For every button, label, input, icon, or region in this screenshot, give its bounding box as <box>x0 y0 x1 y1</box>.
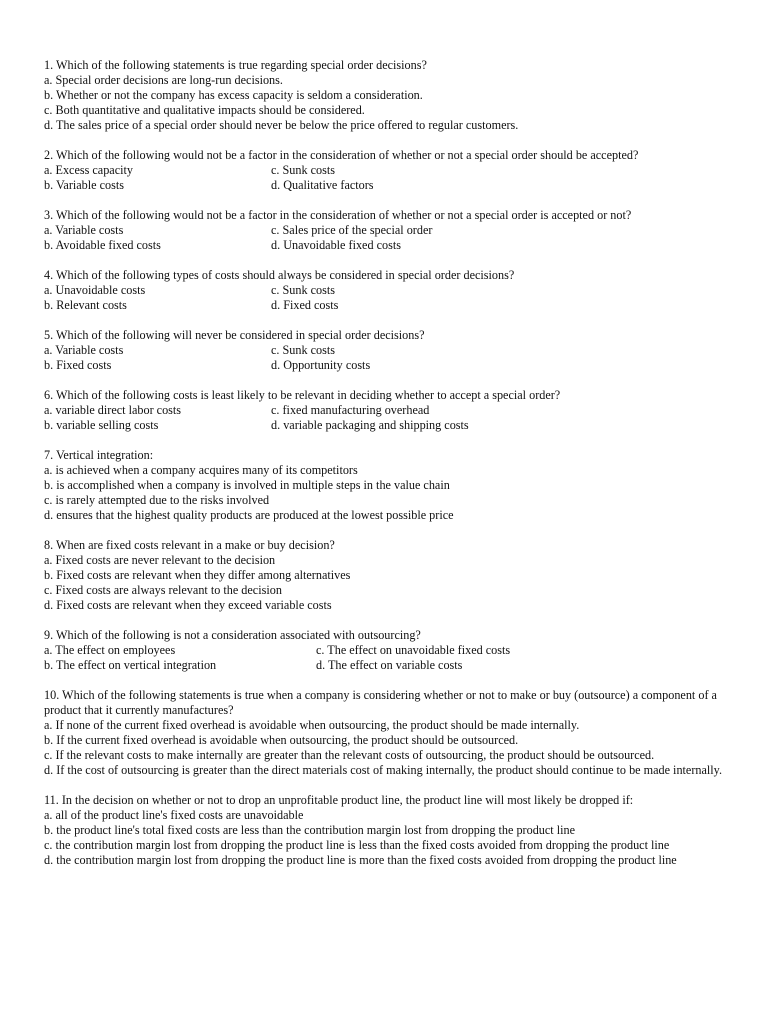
answer-option: a. Variable costs <box>44 343 124 357</box>
answer-options-grid <box>44 643 728 673</box>
answer-option: a. Special order decisions are long-run decisions. <box>44 73 283 87</box>
question-block <box>44 148 728 193</box>
answer-option: c. fixed manufacturing overhead <box>271 403 430 417</box>
question-block <box>44 208 728 253</box>
answer-option: a. all of the product line's fixed costs are unavoidable <box>44 808 304 822</box>
answer-option: b. Relevant costs <box>44 298 127 312</box>
answer-option: d. variable packaging and shipping costs <box>271 418 469 432</box>
answer-option: c. is rarely attempted due to the risks involved <box>44 493 270 507</box>
document-body <box>44 58 728 883</box>
answer-options-grid <box>44 343 728 373</box>
answer-option: d. Qualitative factors <box>271 178 374 192</box>
answer-option: d. If the cost of outsourcing is greater than the direct materials cost of making internally, the product should continue to be made internally. <box>44 763 723 777</box>
answer-option: c. the contribution margin lost from dropping the product line is less than the fixed costs avoided from dropping the product line <box>44 838 670 852</box>
answer-option: b. Avoidable fixed costs <box>44 238 161 252</box>
answer-option: d. Fixed costs <box>271 298 339 312</box>
question-block <box>44 448 728 523</box>
question-text: 1. Which of the following statements is true regarding special order decisions? <box>44 58 427 72</box>
question-block <box>44 793 728 868</box>
answer-option: c. Sunk costs <box>271 343 335 357</box>
question-block <box>44 388 728 433</box>
answer-options-grid <box>44 223 728 253</box>
answer-option: a. If none of the current fixed overhead is avoidable when outsourcing, the product should be made internally. <box>44 718 580 732</box>
answer-option: a. Excess capacity <box>44 163 133 177</box>
answer-option: d. Opportunity costs <box>271 358 371 372</box>
answer-option: b. If the current fixed overhead is avoidable when outsourcing, the product should be outsourced. <box>44 733 519 747</box>
question-text: 5. Which of the following will never be considered in special order decisions? <box>44 328 425 342</box>
question-block <box>44 688 728 778</box>
answer-option: a. The effect on employees <box>44 643 176 657</box>
answer-option: d. the contribution margin lost from dropping the product line is more than the fixed costs avoided from dropping the product line <box>44 853 677 867</box>
question-block <box>44 58 728 133</box>
question-text: 2. Which of the following would not be a factor in the consideration of whether or not a special order should be accepted? <box>44 148 639 162</box>
answer-option: b. Whether or not the company has excess capacity is seldom a consideration. <box>44 88 423 102</box>
answer-option: a. is achieved when a company acquires many of its competitors <box>44 463 358 477</box>
answer-option: c. The effect on unavoidable fixed costs <box>316 643 511 657</box>
question-block <box>44 268 728 313</box>
answer-option: d. The sales price of a special order should never be below the price offered to regular customers. <box>44 118 519 132</box>
answer-option: c. Sunk costs <box>271 163 335 177</box>
answer-option: b. The effect on vertical integration <box>44 658 217 672</box>
answer-options-grid <box>44 163 728 193</box>
question-block <box>44 628 728 673</box>
answer-option: c. If the relevant costs to make internally are greater than the relevant costs of outsourcing, the product should be outsourced. <box>44 748 655 762</box>
answer-option: a. Fixed costs are never relevant to the decision <box>44 553 276 567</box>
answer-option: b. variable selling costs <box>44 418 159 432</box>
question-block <box>44 538 728 613</box>
answer-option: b. Fixed costs <box>44 358 112 372</box>
answer-option: a. variable direct labor costs <box>44 403 182 417</box>
answer-option: d. Unavoidable fixed costs <box>271 238 401 252</box>
answer-option: c. Sales price of the special order <box>271 223 433 237</box>
question-text: 6. Which of the following costs is least likely to be relevant in deciding whether to accept a special order? <box>44 388 561 402</box>
answer-option: d. Fixed costs are relevant when they exceed variable costs <box>44 598 332 612</box>
question-text: 4. Which of the following types of costs should always be considered in special order decisions? <box>44 268 515 282</box>
answer-option: d. The effect on variable costs <box>316 658 463 672</box>
question-text: 11. In the decision on whether or not to drop an unprofitable product line, the product line will most likely be dropped if: <box>44 793 634 807</box>
question-text: 7. Vertical integration: <box>44 448 154 462</box>
answer-option: d. ensures that the highest quality products are produced at the lowest possible price <box>44 508 454 522</box>
question-text: 9. Which of the following is not a consideration associated with outsourcing? <box>44 628 421 642</box>
answer-option: b. Fixed costs are relevant when they differ among alternatives <box>44 568 351 582</box>
answer-option: a. Variable costs <box>44 223 124 237</box>
answer-options-grid <box>44 403 728 433</box>
question-text: 8. When are fixed costs relevant in a make or buy decision? <box>44 538 335 552</box>
answer-option: c. Both quantitative and qualitative impacts should be considered. <box>44 103 365 117</box>
answer-option: b. the product line's total fixed costs are less than the contribution margin lost from dropping the product line <box>44 823 576 837</box>
answer-options-grid <box>44 283 728 313</box>
answer-option: c. Fixed costs are always relevant to the decision <box>44 583 282 597</box>
question-block <box>44 328 728 373</box>
question-text: 3. Which of the following would not be a factor in the consideration of whether or not a special order is accepted or not? <box>44 208 632 222</box>
answer-option: a. Unavoidable costs <box>44 283 146 297</box>
question-text: 10. Which of the following statements is true when a company is considering whether or not to make or buy (outsource) a component of a product that it currently manufactures? <box>44 688 717 717</box>
answer-option: b. Variable costs <box>44 178 124 192</box>
answer-option: b. is accomplished when a company is involved in multiple steps in the value chain <box>44 478 450 492</box>
answer-option: c. Sunk costs <box>271 283 335 297</box>
